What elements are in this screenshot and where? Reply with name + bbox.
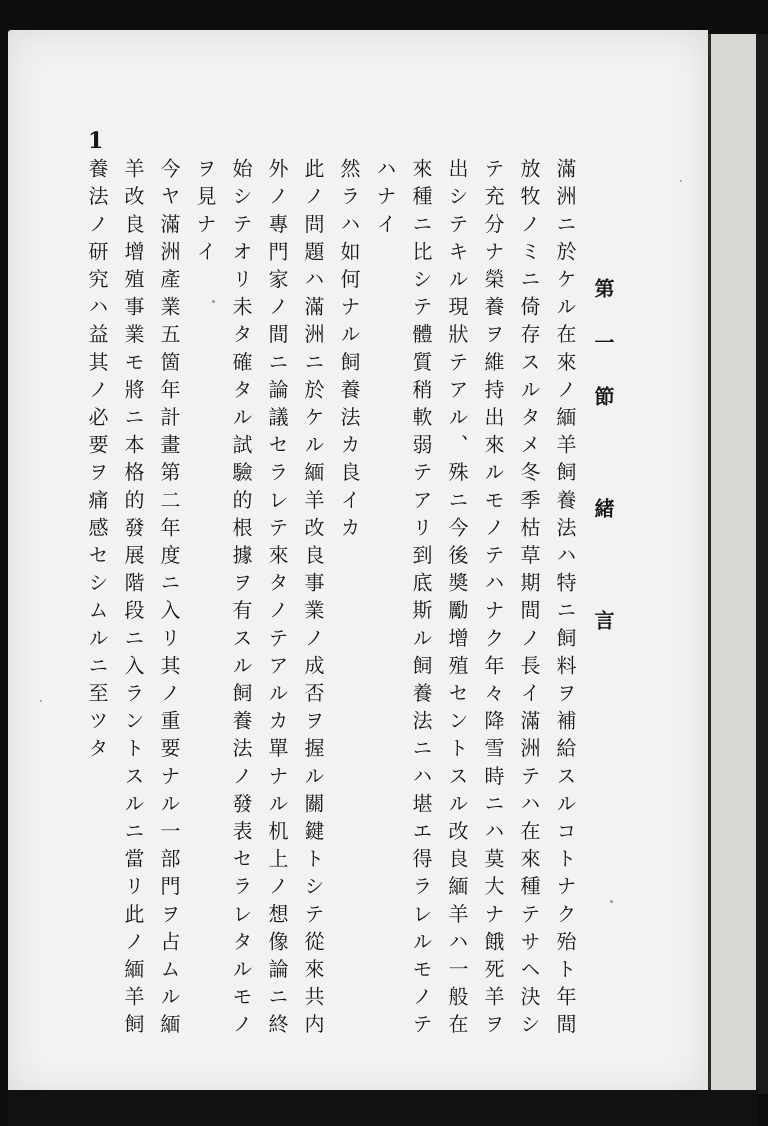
paper-speck	[680, 180, 682, 182]
text-column-14: 養法ノ研究ハ益其ノ必要ヲ痛感セシムルニ至ツタ	[85, 158, 109, 766]
scan-bottom-border	[8, 1090, 758, 1126]
text-column-11: ヲ見ナイ	[193, 158, 217, 269]
page-number: 1	[88, 128, 104, 154]
text-column-7: 然ラハ如何ナル飼養法カ良イカ	[337, 158, 361, 545]
paper-speck	[610, 900, 613, 903]
scan-border	[756, 34, 768, 1094]
text-column-1: 滿洲ニ於ケル在來ノ緬羊飼養法ハ特ニ飼料ヲ補給スルコトナク殆ト年間	[553, 158, 577, 1042]
text-column-5: 來種ニ比シテ體質稍軟弱テアリ到底斯ル飼養法ニハ堪エ得ラレルモノテ	[409, 158, 433, 1042]
vertical-text-block	[85, 158, 626, 1042]
text-column-8: 此ノ問題ハ滿洲ニ於ケル緬羊改良事業ノ成否ヲ握ル關鍵トシテ從來共内	[301, 158, 325, 1042]
paper-speck	[212, 300, 215, 303]
text-column-10: 始シテオリ未タ確タル試驗的根據ヲ有スル飼養法ノ發表セラレタルモノ	[229, 158, 253, 1042]
section-heading: 第一節 緒 言	[591, 278, 615, 664]
text-column-9: 外ノ專門家ノ間ニ論議セラレテ來タノテアルカ單ナル机上ノ想像論ニ終	[265, 158, 289, 1042]
text-column-2: 放牧ノミニ倚存スルタメ冬季枯草期間ノ長イ滿洲テハ在來種テサヘ決シ	[517, 158, 541, 1042]
text-column-12: 今ヤ滿洲產業五箇年計畫第二年度ニ入リ其ノ重要ナル一部門ヲ占ムル緬	[157, 158, 181, 1042]
text-column-3: テ充分ナ榮養ヲ維持出來ルモノテハナク年々降雪時ニハ莫大ナ餓死羊ヲ	[481, 158, 505, 1042]
text-column-6: ハナイ	[373, 158, 397, 241]
paper-speck	[40, 700, 42, 702]
page-binding-edge	[708, 34, 761, 1094]
text-column-13: 羊改良增殖事業モ將ニ本格的發展階段ニ入ラントスルニ當リ此ノ緬羊飼	[121, 158, 145, 1042]
text-column-4: 出シテキル現狀テアル、殊ニ今後奬勵增殖セントスル改良緬羊ハ一般在	[445, 158, 469, 1042]
